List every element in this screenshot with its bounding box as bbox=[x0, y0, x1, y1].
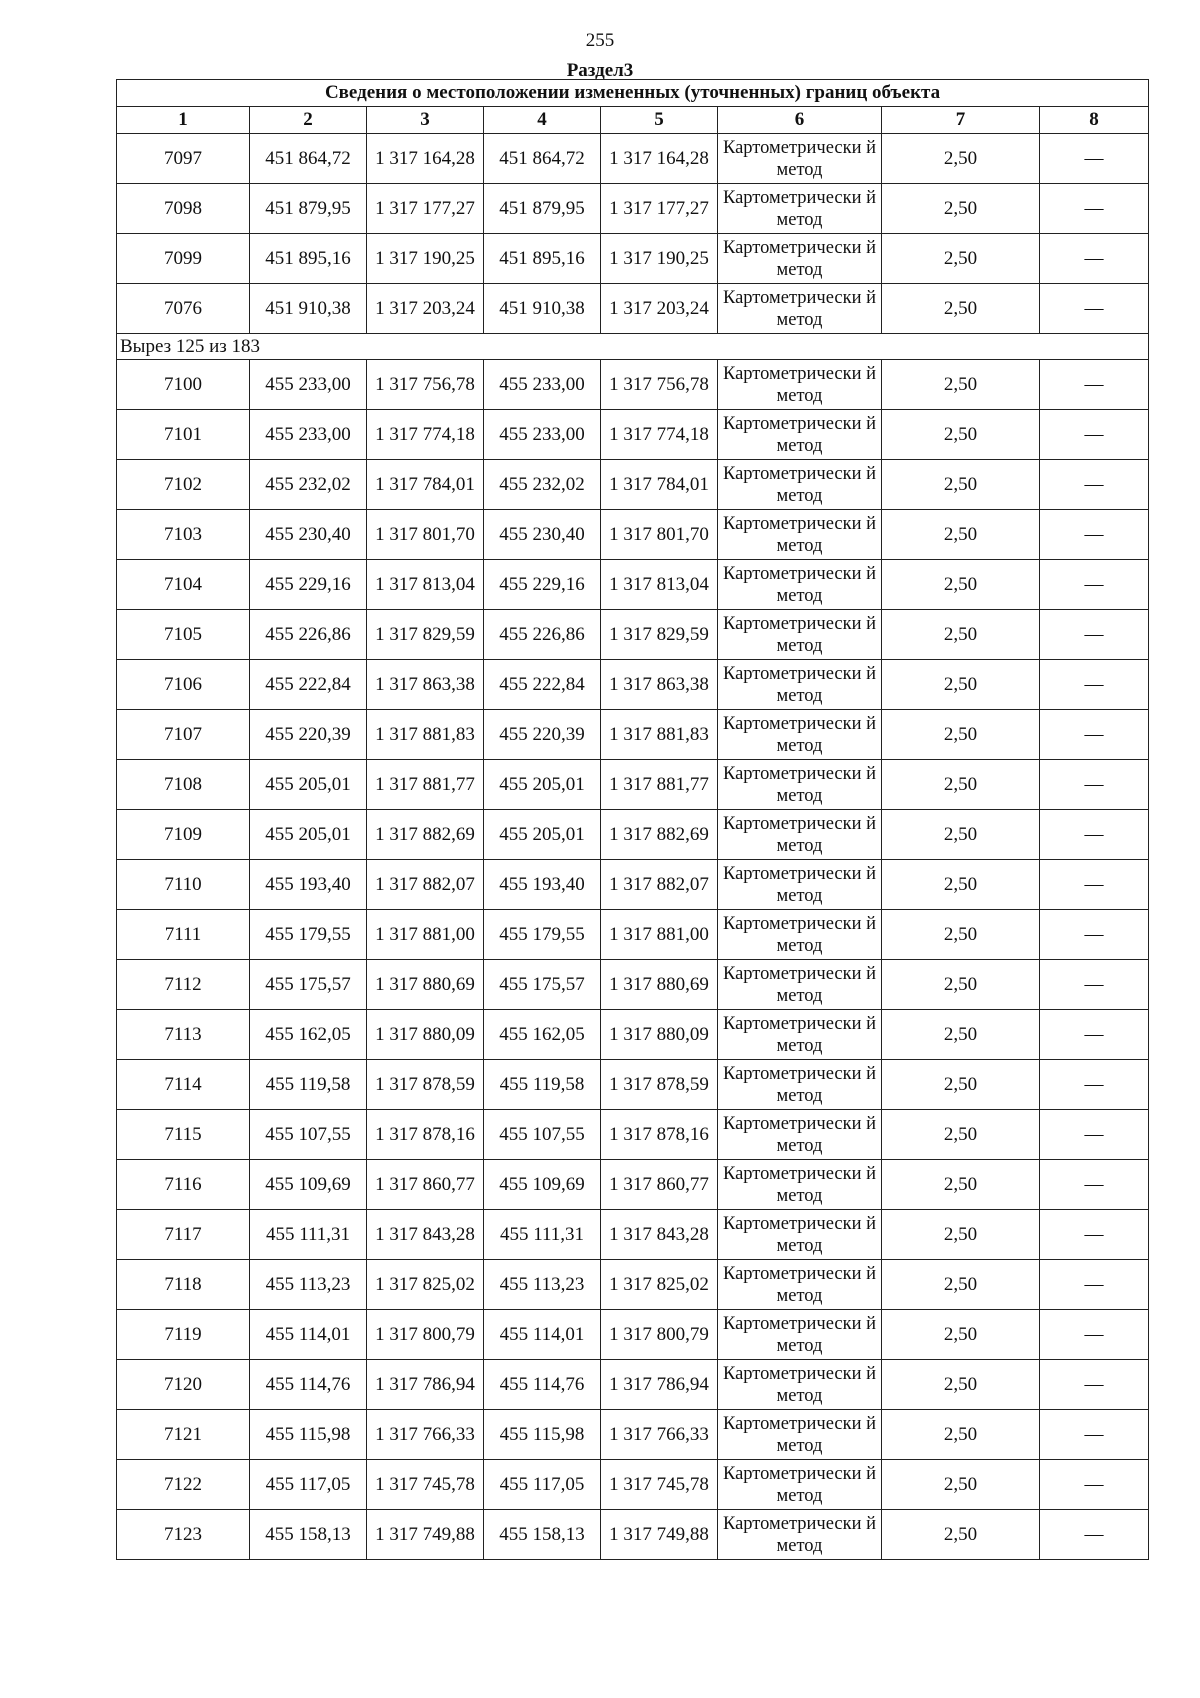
note-cell: — bbox=[1040, 460, 1149, 510]
x-coordinate-cell: 455 111,31 bbox=[250, 1210, 367, 1260]
point-number-cell: 7115 bbox=[117, 1110, 250, 1160]
accuracy-cell: 2,50 bbox=[882, 760, 1040, 810]
y-coordinate-refined-cell: 1 317 774,18 bbox=[601, 410, 718, 460]
x-coordinate-cell: 455 113,23 bbox=[250, 1260, 367, 1310]
x-coordinate-refined-cell: 455 162,05 bbox=[484, 1010, 601, 1060]
y-coordinate-cell: 1 317 843,28 bbox=[367, 1210, 484, 1260]
x-coordinate-cell: 455 220,39 bbox=[250, 710, 367, 760]
accuracy-cell: 2,50 bbox=[882, 1110, 1040, 1160]
y-coordinate-cell: 1 317 190,25 bbox=[367, 234, 484, 284]
x-coordinate-cell: 455 226,86 bbox=[250, 610, 367, 660]
note-cell: — bbox=[1040, 1210, 1149, 1260]
x-coordinate-refined-cell: 455 114,01 bbox=[484, 1310, 601, 1360]
x-coordinate-cell: 451 879,95 bbox=[250, 184, 367, 234]
x-coordinate-cell: 451 895,16 bbox=[250, 234, 367, 284]
point-number-cell: 7112 bbox=[117, 960, 250, 1010]
determination-method-cell: Картометрически й метод bbox=[718, 710, 882, 760]
determination-method-cell: Картометрически й метод bbox=[718, 134, 882, 184]
page-number: 255 bbox=[585, 30, 615, 51]
y-coordinate-cell: 1 317 164,28 bbox=[367, 134, 484, 184]
y-coordinate-cell: 1 317 881,00 bbox=[367, 910, 484, 960]
table-body bbox=[117, 134, 1149, 1560]
y-coordinate-refined-cell: 1 317 863,38 bbox=[601, 660, 718, 710]
point-number-cell: 7116 bbox=[117, 1160, 250, 1210]
table-row bbox=[117, 960, 1149, 1010]
x-coordinate-cell: 455 179,55 bbox=[250, 910, 367, 960]
y-coordinate-refined-cell: 1 317 880,09 bbox=[601, 1010, 718, 1060]
x-coordinate-cell: 455 233,00 bbox=[250, 360, 367, 410]
point-number-cell: 7101 bbox=[117, 410, 250, 460]
table-row bbox=[117, 1110, 1149, 1160]
point-number-cell: 7123 bbox=[117, 1510, 250, 1560]
accuracy-cell: 2,50 bbox=[882, 234, 1040, 284]
table-row bbox=[117, 610, 1149, 660]
y-coordinate-refined-cell: 1 317 882,07 bbox=[601, 860, 718, 910]
y-coordinate-cell: 1 317 203,24 bbox=[367, 284, 484, 334]
x-coordinate-refined-cell: 455 175,57 bbox=[484, 960, 601, 1010]
determination-method-cell: Картометрически й метод bbox=[718, 284, 882, 334]
accuracy-cell: 2,50 bbox=[882, 1060, 1040, 1110]
point-number-cell: 7108 bbox=[117, 760, 250, 810]
point-number-cell: 7122 bbox=[117, 1460, 250, 1510]
y-coordinate-cell: 1 317 863,38 bbox=[367, 660, 484, 710]
x-coordinate-refined-cell: 451 895,16 bbox=[484, 234, 601, 284]
accuracy-cell: 2,50 bbox=[882, 1460, 1040, 1510]
x-coordinate-refined-cell: 455 193,40 bbox=[484, 860, 601, 910]
accuracy-cell: 2,50 bbox=[882, 610, 1040, 660]
determination-method-cell: Картометрически й метод bbox=[718, 1060, 882, 1110]
table-row bbox=[117, 810, 1149, 860]
x-coordinate-refined-cell: 455 109,69 bbox=[484, 1160, 601, 1210]
x-coordinate-refined-cell: 455 158,13 bbox=[484, 1510, 601, 1560]
table-row bbox=[117, 184, 1149, 234]
point-number-cell: 7109 bbox=[117, 810, 250, 860]
x-coordinate-refined-cell: 455 107,55 bbox=[484, 1110, 601, 1160]
x-coordinate-cell: 455 233,00 bbox=[250, 410, 367, 460]
y-coordinate-cell: 1 317 860,77 bbox=[367, 1160, 484, 1210]
cutout-label: Вырез 125 из 183 bbox=[117, 334, 1149, 360]
accuracy-cell: 2,50 bbox=[882, 1410, 1040, 1460]
note-cell: — bbox=[1040, 610, 1149, 660]
y-coordinate-refined-cell: 1 317 881,77 bbox=[601, 760, 718, 810]
determination-method-cell: Картометрически й метод bbox=[718, 560, 882, 610]
x-coordinate-refined-cell: 455 179,55 bbox=[484, 910, 601, 960]
point-number-cell: 7117 bbox=[117, 1210, 250, 1260]
note-cell: — bbox=[1040, 1460, 1149, 1510]
note-cell: — bbox=[1040, 1510, 1149, 1560]
determination-method-cell: Картометрически й метод bbox=[718, 1260, 882, 1310]
x-coordinate-refined-cell: 455 220,39 bbox=[484, 710, 601, 760]
table-row bbox=[117, 284, 1149, 334]
column-header: 4 bbox=[484, 107, 601, 134]
note-cell: — bbox=[1040, 134, 1149, 184]
x-coordinate-cell: 455 114,76 bbox=[250, 1360, 367, 1410]
y-coordinate-cell: 1 317 880,09 bbox=[367, 1010, 484, 1060]
determination-method-cell: Картометрически й метод bbox=[718, 1310, 882, 1360]
x-coordinate-cell: 455 222,84 bbox=[250, 660, 367, 710]
y-coordinate-refined-cell: 1 317 882,69 bbox=[601, 810, 718, 860]
x-coordinate-cell: 451 864,72 bbox=[250, 134, 367, 184]
note-cell: — bbox=[1040, 410, 1149, 460]
determination-method-cell: Картометрически й метод bbox=[718, 510, 882, 560]
accuracy-cell: 2,50 bbox=[882, 510, 1040, 560]
accuracy-cell: 2,50 bbox=[882, 560, 1040, 610]
y-coordinate-refined-cell: 1 317 825,02 bbox=[601, 1260, 718, 1310]
boundary-coordinates-table bbox=[116, 79, 1149, 1560]
y-coordinate-cell: 1 317 766,33 bbox=[367, 1410, 484, 1460]
y-coordinate-refined-cell: 1 317 190,25 bbox=[601, 234, 718, 284]
y-coordinate-refined-cell: 1 317 203,24 bbox=[601, 284, 718, 334]
table-row bbox=[117, 1410, 1149, 1460]
y-coordinate-cell: 1 317 813,04 bbox=[367, 560, 484, 610]
y-coordinate-cell: 1 317 882,07 bbox=[367, 860, 484, 910]
determination-method-cell: Картометрически й метод bbox=[718, 1210, 882, 1260]
y-coordinate-cell: 1 317 801,70 bbox=[367, 510, 484, 560]
y-coordinate-cell: 1 317 881,77 bbox=[367, 760, 484, 810]
point-number-cell: 7114 bbox=[117, 1060, 250, 1110]
point-number-cell: 7103 bbox=[117, 510, 250, 560]
x-coordinate-refined-cell: 455 205,01 bbox=[484, 760, 601, 810]
x-coordinate-cell: 455 232,02 bbox=[250, 460, 367, 510]
note-cell: — bbox=[1040, 760, 1149, 810]
table-row bbox=[117, 860, 1149, 910]
accuracy-cell: 2,50 bbox=[882, 1360, 1040, 1410]
point-number-cell: 7104 bbox=[117, 560, 250, 610]
y-coordinate-cell: 1 317 745,78 bbox=[367, 1460, 484, 1510]
x-coordinate-cell: 455 230,40 bbox=[250, 510, 367, 560]
y-coordinate-refined-cell: 1 317 177,27 bbox=[601, 184, 718, 234]
y-coordinate-refined-cell: 1 317 878,59 bbox=[601, 1060, 718, 1110]
accuracy-cell: 2,50 bbox=[882, 1210, 1040, 1260]
x-coordinate-refined-cell: 451 910,38 bbox=[484, 284, 601, 334]
table-row bbox=[117, 660, 1149, 710]
x-coordinate-cell: 455 109,69 bbox=[250, 1160, 367, 1210]
determination-method-cell: Картометрически й метод bbox=[718, 1410, 882, 1460]
x-coordinate-refined-cell: 455 232,02 bbox=[484, 460, 601, 510]
determination-method-cell: Картометрически й метод bbox=[718, 660, 882, 710]
table-row bbox=[117, 910, 1149, 960]
x-coordinate-cell: 455 229,16 bbox=[250, 560, 367, 610]
x-coordinate-refined-cell: 455 229,16 bbox=[484, 560, 601, 610]
determination-method-cell: Картометрически й метод bbox=[718, 360, 882, 410]
x-coordinate-refined-cell: 455 114,76 bbox=[484, 1360, 601, 1410]
table-row bbox=[117, 234, 1149, 284]
determination-method-cell: Картометрически й метод bbox=[718, 1510, 882, 1560]
y-coordinate-refined-cell: 1 317 829,59 bbox=[601, 610, 718, 660]
y-coordinate-cell: 1 317 881,83 bbox=[367, 710, 484, 760]
y-coordinate-cell: 1 317 756,78 bbox=[367, 360, 484, 410]
accuracy-cell: 2,50 bbox=[882, 184, 1040, 234]
note-cell: — bbox=[1040, 1360, 1149, 1410]
point-number-cell: 7121 bbox=[117, 1410, 250, 1460]
column-number-header-row bbox=[117, 107, 1149, 134]
table-row bbox=[117, 410, 1149, 460]
note-cell: — bbox=[1040, 560, 1149, 610]
table-row bbox=[117, 710, 1149, 760]
determination-method-cell: Картометрически й метод bbox=[718, 1360, 882, 1410]
y-coordinate-refined-cell: 1 317 745,78 bbox=[601, 1460, 718, 1510]
x-coordinate-refined-cell: 455 113,23 bbox=[484, 1260, 601, 1310]
x-coordinate-cell: 455 162,05 bbox=[250, 1010, 367, 1060]
x-coordinate-cell: 455 114,01 bbox=[250, 1310, 367, 1360]
accuracy-cell: 2,50 bbox=[882, 460, 1040, 510]
accuracy-cell: 2,50 bbox=[882, 810, 1040, 860]
point-number-cell: 7076 bbox=[117, 284, 250, 334]
x-coordinate-cell: 451 910,38 bbox=[250, 284, 367, 334]
note-cell: — bbox=[1040, 660, 1149, 710]
accuracy-cell: 2,50 bbox=[882, 1010, 1040, 1060]
accuracy-cell: 2,50 bbox=[882, 960, 1040, 1010]
table-row bbox=[117, 360, 1149, 410]
y-coordinate-refined-cell: 1 317 813,04 bbox=[601, 560, 718, 610]
determination-method-cell: Картометрически й метод bbox=[718, 960, 882, 1010]
accuracy-cell: 2,50 bbox=[882, 860, 1040, 910]
y-coordinate-cell: 1 317 825,02 bbox=[367, 1260, 484, 1310]
point-number-cell: 7098 bbox=[117, 184, 250, 234]
accuracy-cell: 2,50 bbox=[882, 410, 1040, 460]
note-cell: — bbox=[1040, 184, 1149, 234]
y-coordinate-refined-cell: 1 317 880,69 bbox=[601, 960, 718, 1010]
y-coordinate-refined-cell: 1 317 766,33 bbox=[601, 1410, 718, 1460]
table-row bbox=[117, 560, 1149, 610]
determination-method-cell: Картометрически й метод bbox=[718, 1010, 882, 1060]
determination-method-cell: Картометрически й метод bbox=[718, 760, 882, 810]
y-coordinate-cell: 1 317 878,59 bbox=[367, 1060, 484, 1110]
point-number-cell: 7100 bbox=[117, 360, 250, 410]
table-row bbox=[117, 510, 1149, 560]
point-number-cell: 7118 bbox=[117, 1260, 250, 1310]
determination-method-cell: Картометрически й метод bbox=[718, 460, 882, 510]
accuracy-cell: 2,50 bbox=[882, 360, 1040, 410]
column-header: 3 bbox=[367, 107, 484, 134]
y-coordinate-cell: 1 317 878,16 bbox=[367, 1110, 484, 1160]
determination-method-cell: Картометрически й метод bbox=[718, 410, 882, 460]
y-coordinate-cell: 1 317 749,88 bbox=[367, 1510, 484, 1560]
y-coordinate-refined-cell: 1 317 786,94 bbox=[601, 1360, 718, 1410]
x-coordinate-refined-cell: 455 205,01 bbox=[484, 810, 601, 860]
y-coordinate-refined-cell: 1 317 801,70 bbox=[601, 510, 718, 560]
x-coordinate-cell: 455 158,13 bbox=[250, 1510, 367, 1560]
column-header: 6 bbox=[718, 107, 882, 134]
note-cell: — bbox=[1040, 910, 1149, 960]
point-number-cell: 7120 bbox=[117, 1360, 250, 1410]
x-coordinate-cell: 455 205,01 bbox=[250, 810, 367, 860]
note-cell: — bbox=[1040, 1260, 1149, 1310]
note-cell: — bbox=[1040, 710, 1149, 760]
note-cell: — bbox=[1040, 1010, 1149, 1060]
point-number-cell: 7097 bbox=[117, 134, 250, 184]
y-coordinate-refined-cell: 1 317 800,79 bbox=[601, 1310, 718, 1360]
table-row bbox=[117, 1160, 1149, 1210]
note-cell: — bbox=[1040, 360, 1149, 410]
determination-method-cell: Картометрически й метод bbox=[718, 1460, 882, 1510]
note-cell: — bbox=[1040, 810, 1149, 860]
y-coordinate-refined-cell: 1 317 164,28 bbox=[601, 134, 718, 184]
accuracy-cell: 2,50 bbox=[882, 1310, 1040, 1360]
note-cell: — bbox=[1040, 510, 1149, 560]
x-coordinate-cell: 455 205,01 bbox=[250, 760, 367, 810]
table-row bbox=[117, 1060, 1149, 1110]
section-title: Раздел3 bbox=[566, 60, 634, 81]
point-number-cell: 7119 bbox=[117, 1310, 250, 1360]
x-coordinate-refined-cell: 455 119,58 bbox=[484, 1060, 601, 1110]
point-number-cell: 7105 bbox=[117, 610, 250, 660]
point-number-cell: 7110 bbox=[117, 860, 250, 910]
x-coordinate-refined-cell: 455 222,84 bbox=[484, 660, 601, 710]
x-coordinate-refined-cell: 455 226,86 bbox=[484, 610, 601, 660]
determination-method-cell: Картометрически й метод bbox=[718, 860, 882, 910]
y-coordinate-cell: 1 317 784,01 bbox=[367, 460, 484, 510]
accuracy-cell: 2,50 bbox=[882, 1160, 1040, 1210]
x-coordinate-refined-cell: 455 233,00 bbox=[484, 410, 601, 460]
y-coordinate-refined-cell: 1 317 881,83 bbox=[601, 710, 718, 760]
determination-method-cell: Картометрически й метод bbox=[718, 1110, 882, 1160]
column-header: 8 bbox=[1040, 107, 1149, 134]
x-coordinate-cell: 455 107,55 bbox=[250, 1110, 367, 1160]
determination-method-cell: Картометрически й метод bbox=[718, 184, 882, 234]
note-cell: — bbox=[1040, 1410, 1149, 1460]
accuracy-cell: 2,50 bbox=[882, 910, 1040, 960]
table-row bbox=[117, 1310, 1149, 1360]
y-coordinate-cell: 1 317 882,69 bbox=[367, 810, 484, 860]
point-number-cell: 7106 bbox=[117, 660, 250, 710]
determination-method-cell: Картометрически й метод bbox=[718, 234, 882, 284]
x-coordinate-refined-cell: 455 111,31 bbox=[484, 1210, 601, 1260]
column-header: 5 bbox=[601, 107, 718, 134]
table-row bbox=[117, 760, 1149, 810]
accuracy-cell: 2,50 bbox=[882, 1260, 1040, 1310]
y-coordinate-cell: 1 317 177,27 bbox=[367, 184, 484, 234]
column-header: 1 bbox=[117, 107, 250, 134]
x-coordinate-refined-cell: 451 864,72 bbox=[484, 134, 601, 184]
note-cell: — bbox=[1040, 234, 1149, 284]
point-number-cell: 7099 bbox=[117, 234, 250, 284]
y-coordinate-refined-cell: 1 317 881,00 bbox=[601, 910, 718, 960]
note-cell: — bbox=[1040, 1110, 1149, 1160]
y-coordinate-refined-cell: 1 317 878,16 bbox=[601, 1110, 718, 1160]
point-number-cell: 7107 bbox=[117, 710, 250, 760]
x-coordinate-refined-cell: 455 117,05 bbox=[484, 1460, 601, 1510]
table-row bbox=[117, 134, 1149, 184]
x-coordinate-refined-cell: 451 879,95 bbox=[484, 184, 601, 234]
x-coordinate-refined-cell: 455 230,40 bbox=[484, 510, 601, 560]
column-header: 7 bbox=[882, 107, 1040, 134]
determination-method-cell: Картометрически й метод bbox=[718, 910, 882, 960]
x-coordinate-refined-cell: 455 233,00 bbox=[484, 360, 601, 410]
y-coordinate-cell: 1 317 774,18 bbox=[367, 410, 484, 460]
x-coordinate-cell: 455 193,40 bbox=[250, 860, 367, 910]
accuracy-cell: 2,50 bbox=[882, 134, 1040, 184]
x-coordinate-refined-cell: 455 115,98 bbox=[484, 1410, 601, 1460]
y-coordinate-refined-cell: 1 317 860,77 bbox=[601, 1160, 718, 1210]
cutout-row bbox=[117, 334, 1149, 360]
accuracy-cell: 2,50 bbox=[882, 710, 1040, 760]
note-cell: — bbox=[1040, 1160, 1149, 1210]
y-coordinate-refined-cell: 1 317 784,01 bbox=[601, 460, 718, 510]
point-number-cell: 7102 bbox=[117, 460, 250, 510]
column-header: 2 bbox=[250, 107, 367, 134]
point-number-cell: 7113 bbox=[117, 1010, 250, 1060]
accuracy-cell: 2,50 bbox=[882, 1510, 1040, 1560]
determination-method-cell: Картометрически й метод bbox=[718, 810, 882, 860]
y-coordinate-refined-cell: 1 317 756,78 bbox=[601, 360, 718, 410]
determination-method-cell: Картометрически й метод bbox=[718, 610, 882, 660]
note-cell: — bbox=[1040, 1310, 1149, 1360]
y-coordinate-cell: 1 317 880,69 bbox=[367, 960, 484, 1010]
note-cell: — bbox=[1040, 1060, 1149, 1110]
note-cell: — bbox=[1040, 284, 1149, 334]
y-coordinate-refined-cell: 1 317 749,88 bbox=[601, 1510, 718, 1560]
y-coordinate-cell: 1 317 829,59 bbox=[367, 610, 484, 660]
table-caption: Сведения о местоположении измененных (уточненных) границ объекта bbox=[117, 80, 1149, 107]
table-row bbox=[117, 1210, 1149, 1260]
y-coordinate-cell: 1 317 786,94 bbox=[367, 1360, 484, 1410]
accuracy-cell: 2,50 bbox=[882, 284, 1040, 334]
table-row bbox=[117, 1460, 1149, 1510]
y-coordinate-cell: 1 317 800,79 bbox=[367, 1310, 484, 1360]
y-coordinate-refined-cell: 1 317 843,28 bbox=[601, 1210, 718, 1260]
table-row bbox=[117, 1360, 1149, 1410]
table-row bbox=[117, 1510, 1149, 1560]
table-row bbox=[117, 1260, 1149, 1310]
accuracy-cell: 2,50 bbox=[882, 660, 1040, 710]
x-coordinate-cell: 455 119,58 bbox=[250, 1060, 367, 1110]
table-row bbox=[117, 1010, 1149, 1060]
point-number-cell: 7111 bbox=[117, 910, 250, 960]
x-coordinate-cell: 455 175,57 bbox=[250, 960, 367, 1010]
x-coordinate-cell: 455 115,98 bbox=[250, 1410, 367, 1460]
note-cell: — bbox=[1040, 860, 1149, 910]
x-coordinate-cell: 455 117,05 bbox=[250, 1460, 367, 1510]
table-row bbox=[117, 460, 1149, 510]
note-cell: — bbox=[1040, 960, 1149, 1010]
determination-method-cell: Картометрически й метод bbox=[718, 1160, 882, 1210]
